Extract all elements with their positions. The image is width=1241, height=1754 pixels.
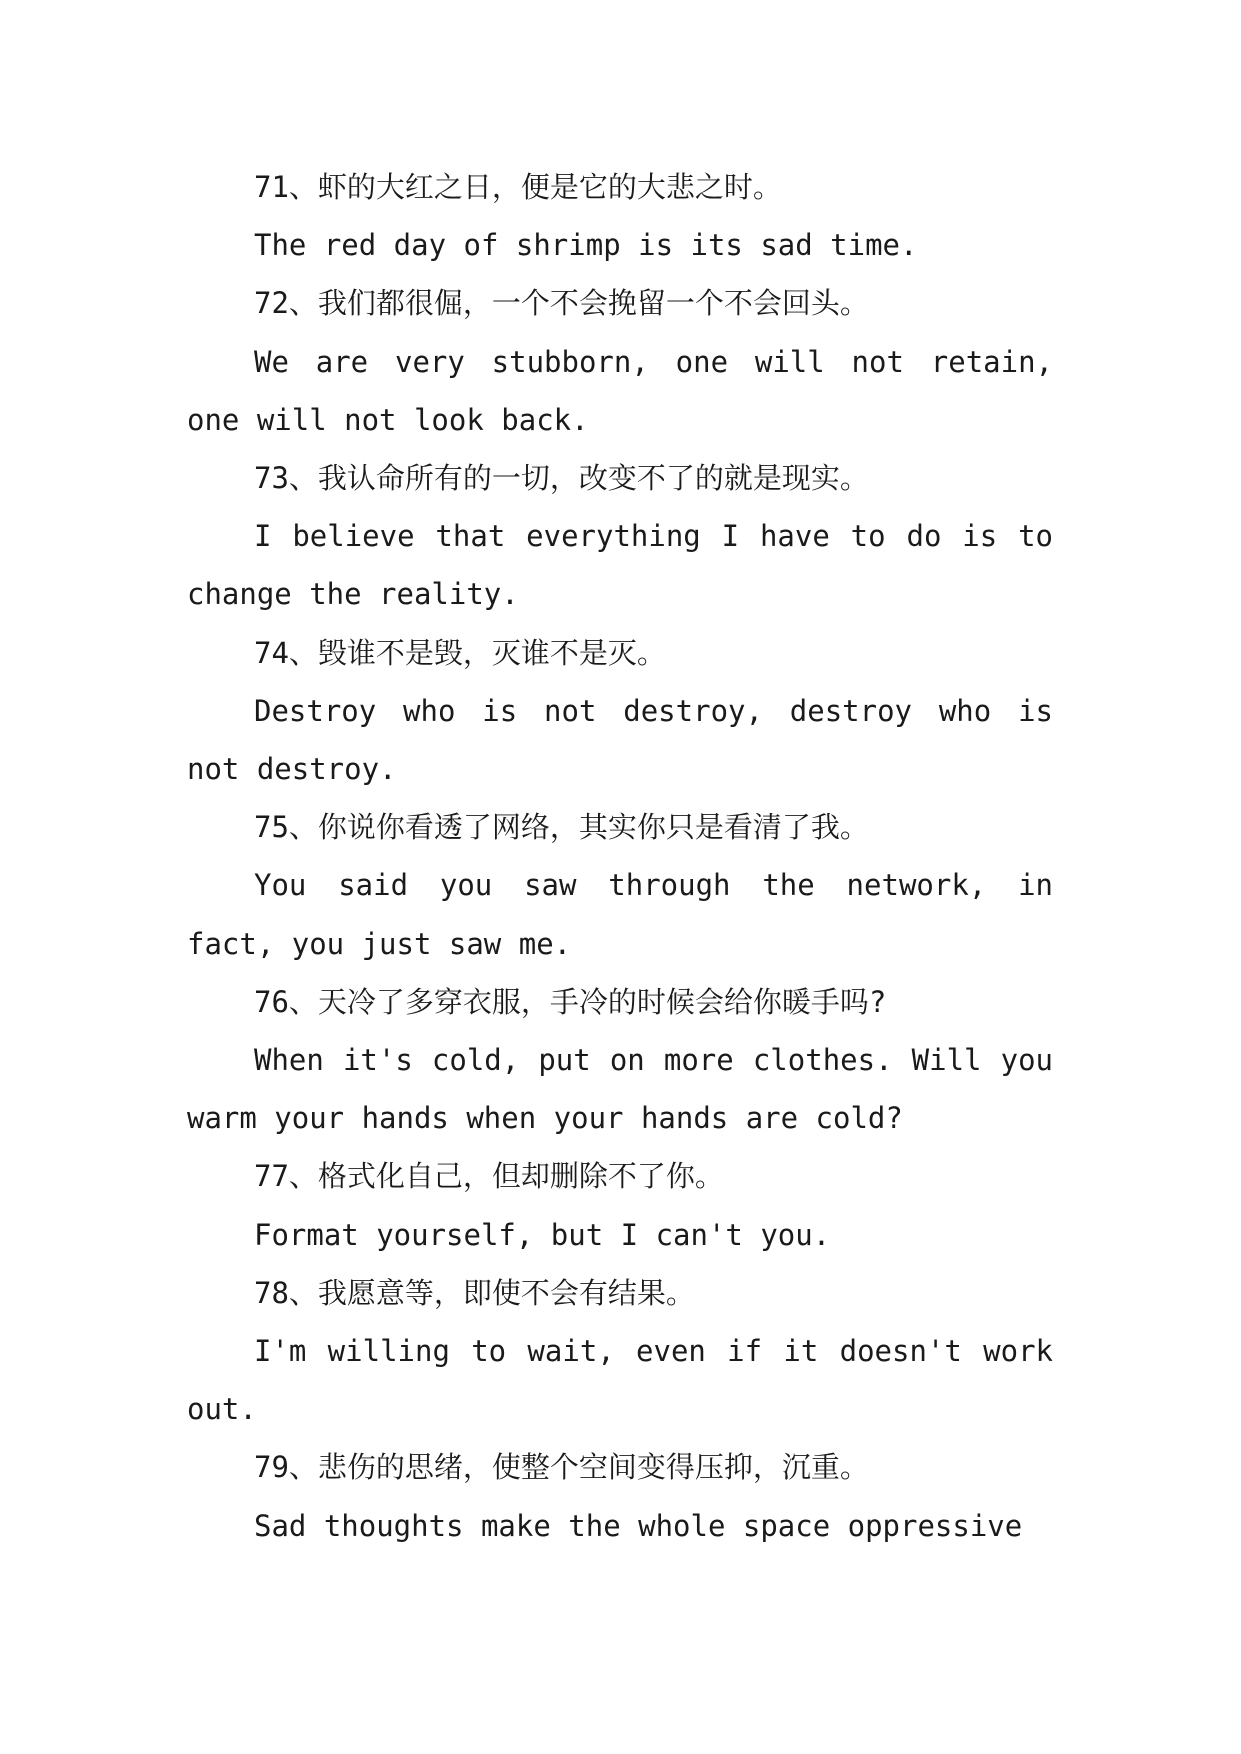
entry-71-english: The red day of shrimp is its sad time.: [254, 228, 918, 263]
entry-73-chinese: 73、我认命所有的一切，改变不了的就是现实。: [254, 461, 869, 496]
entry-72-chinese: 72、我们都很倔，一个不会挽留一个不会回头。: [254, 286, 869, 321]
entry-74-chinese: 74、毁谁不是毁，灭谁不是灭。: [254, 635, 666, 670]
entry-75-chinese: 75、你说你看透了网络，其实你只是看清了我。: [254, 810, 869, 845]
entry-76-chinese: 76、天冷了多穿衣服，手冷的时候会给你暖手吗?: [254, 984, 887, 1019]
entry-79-chinese: 79、悲伤的思绪，使整个空间变得压抑，沉重。: [254, 1450, 869, 1485]
entry-76-english: When it's cold, put on more clothes. Will you warm your hands when your hands are cold?: [187, 1043, 1053, 1136]
entry-77-chinese: 77、格式化自己，但却删除不了你。: [254, 1159, 724, 1194]
entry-78-english: I'm willing to wait, even if it doesn't work out.: [187, 1334, 1053, 1427]
entry-75-english: You said you saw through the network, in fact, you just saw me.: [187, 868, 1053, 961]
entry-71-chinese: 71、虾的大红之日，便是它的大悲之时。: [254, 170, 782, 204]
entry-74-english: Destroy who is not destroy, destroy who is not destroy.: [187, 693, 1053, 787]
entry-77-english: Format yourself, but I can't you.: [254, 1217, 831, 1252]
entry-79-english: Sad thoughts make the whole space oppressive: [254, 1508, 1023, 1543]
entry-73-english: I believe that everything I have to do is to change the reality.: [187, 519, 1053, 612]
document-body: [187, 158, 1053, 1555]
entry-72-english: We are very stubborn, one will not retain, one will not look back.: [187, 344, 1053, 437]
entry-78-chinese: 78、我愿意等，即使不会有结果。: [254, 1275, 695, 1310]
